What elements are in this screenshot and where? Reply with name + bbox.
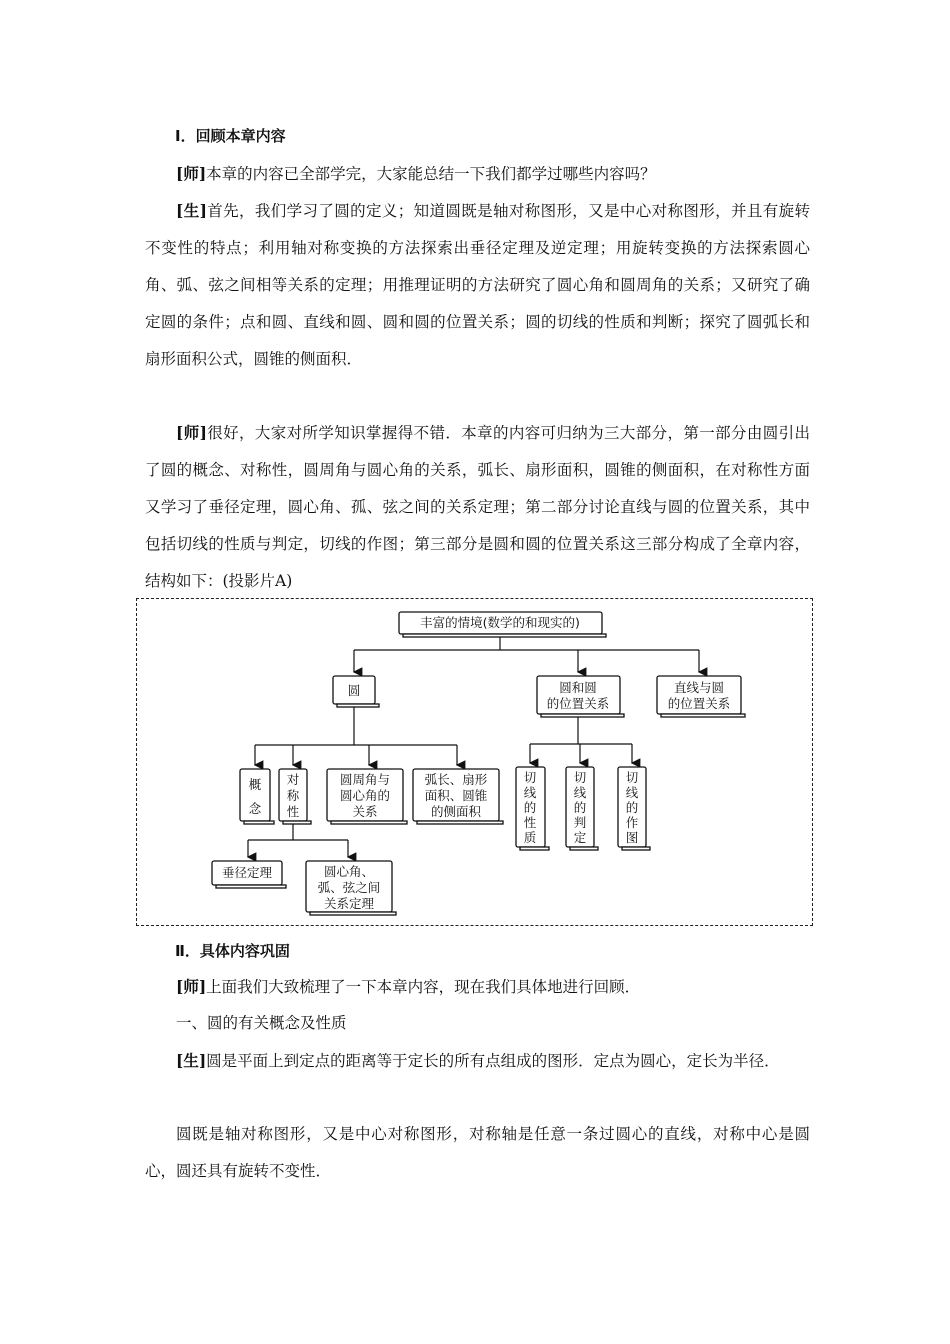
box-line-circle-position bbox=[657, 676, 745, 717]
speaker-student: [生] bbox=[176, 201, 207, 220]
box-circle-circle-line2: 的位置关系 bbox=[546, 696, 610, 711]
box-tangent-property-char4: 性 bbox=[523, 815, 537, 830]
box-tangent-property bbox=[516, 767, 549, 850]
box-symmetry-char3: 性 bbox=[286, 804, 300, 819]
speaker-teacher: [师] bbox=[176, 977, 207, 996]
box-tangent-judge-char2: 线 bbox=[573, 785, 587, 800]
box-inscribed-angle-line1: 圆周角与 bbox=[339, 772, 391, 787]
box-tangent-property-char5: 质 bbox=[523, 830, 537, 845]
box-arc-length-line3: 的侧面积 bbox=[430, 804, 482, 819]
box-tangent-property-char2: 线 bbox=[523, 785, 537, 800]
box-circle-circle-position bbox=[537, 676, 624, 717]
box-inscribed-angle-line2: 圆心角的 bbox=[339, 788, 391, 803]
box-line-circle-line2: 的位置关系 bbox=[667, 696, 731, 711]
speaker-student: [生] bbox=[176, 1051, 207, 1070]
box-tangent-judge-char1: 切 bbox=[573, 770, 587, 785]
box-tangent-draw bbox=[618, 767, 650, 850]
box-symmetry-char2: 称 bbox=[286, 788, 300, 803]
box-perpendicular-theorem bbox=[212, 861, 286, 888]
paragraph-5: 一、圆的有关概念及性质 bbox=[176, 1014, 347, 1032]
box-perpendicular-theorem-label: 垂径定理 bbox=[221, 865, 273, 880]
box-tangent-draw-char5: 图 bbox=[625, 830, 639, 845]
box-tangent-property-char1: 切 bbox=[523, 770, 537, 785]
box-inscribed-angle bbox=[327, 769, 407, 824]
paragraph-1: [师]本章的内容已全部学完，大家能总结一下我们都学过哪些内容吗？ bbox=[176, 164, 656, 183]
box-central-angle-relation bbox=[306, 861, 396, 915]
box-tangent-judge bbox=[566, 767, 598, 850]
box-tangent-property-char3: 的 bbox=[523, 800, 537, 815]
speaker-teacher: [师] bbox=[176, 164, 207, 183]
box-tangent-draw-char3: 的 bbox=[625, 800, 639, 815]
box-circle-circle-line1: 圆和圆 bbox=[559, 680, 597, 695]
box-symmetry-char1: 对 bbox=[286, 772, 300, 787]
box-tangent-judge-char3: 的 bbox=[573, 800, 587, 815]
paragraph-7: 圆既是轴对称图形，又是中心对称图形，对称轴是任意一条过圆心的直线，对称中心是圆心，圆还具有旋转不变性． bbox=[145, 1125, 810, 1180]
paragraph-3: [师]很好，大家对所学知识掌握得不错．本章的内容可归纳为三大部分，第一部分由圆引出了圆的概念、对称性，圆周角与圆心角的关系，弧长、扇形面积，圆锥的侧面积，在对称性方面又学习了垂径定理，圆心角、孤、弦之间的关系定理；第二部分讨论直线与圆的位置关系，其中包括切线的性质与判定，切线的作图；第三部分是圆和圆的位置关系这三部分构成了全章内容，结构如下：(投影片A) bbox=[145, 423, 810, 590]
speaker-teacher: [师] bbox=[176, 423, 207, 442]
box-central-angle-line3: 关系定理 bbox=[323, 896, 375, 911]
box-tangent-draw-char2: 线 bbox=[625, 785, 639, 800]
box-tangent-draw-char4: 作 bbox=[625, 815, 639, 830]
box-root-label: 丰富的情境(数学的和现实的) bbox=[420, 615, 580, 630]
box-central-angle-line1: 圆心角、 bbox=[323, 864, 375, 879]
box-concept bbox=[240, 769, 274, 824]
paragraph-2: [生]首先，我们学习了圆的定义；知道圆既是轴对称图形，又是中心对称图形，并且有旋转不变性的特点；利用轴对称变换的方法探索出垂径定理及逆定理；用旋转变换的方法探索圆心角、弧、弦之间相等关系的定理；用推理证明的方法研究了圆心角和圆周角的关系；又研究了确定圆的条件；点和圆、直线和圆、圆和圆的位置关系；圆的切线的性质和判断；探究了圆弧长和扇形面积公式，圆锥的侧面积． bbox=[145, 201, 810, 368]
box-inscribed-angle-line3: 关系 bbox=[352, 804, 378, 819]
box-concept-char2: 念 bbox=[248, 801, 262, 816]
box-tangent-judge-char5: 定 bbox=[573, 830, 587, 845]
box-central-angle-line2: 弧、弦之间 bbox=[317, 880, 381, 895]
box-tangent-draw-char1: 切 bbox=[625, 770, 639, 785]
box-circle-label: 圆 bbox=[347, 683, 361, 698]
paragraph-4: [师]上面我们大致梳理了一下本章内容，现在我们具体地进行回顾． bbox=[176, 977, 641, 996]
box-root bbox=[399, 612, 606, 637]
box-line-circle-line1: 直线与圆 bbox=[673, 680, 725, 695]
box-arc-length bbox=[413, 769, 503, 824]
box-circle bbox=[333, 676, 379, 707]
section-1-heading: Ⅰ．回顾本章内容 bbox=[175, 127, 286, 145]
box-concept-char1: 概 bbox=[248, 777, 262, 792]
box-arc-length-line1: 弧长、扇形 bbox=[424, 772, 488, 787]
box-arc-length-line2: 面积、圆锥 bbox=[424, 788, 488, 803]
paragraph-6: [生]圆是平面上到定点的距离等于定长的所有点组成的图形．定点为圆心，定长为半径． bbox=[176, 1051, 780, 1070]
section-2-heading: Ⅱ．具体内容巩固 bbox=[175, 942, 290, 960]
box-symmetry bbox=[279, 769, 311, 824]
box-tangent-judge-char4: 判 bbox=[573, 815, 587, 830]
